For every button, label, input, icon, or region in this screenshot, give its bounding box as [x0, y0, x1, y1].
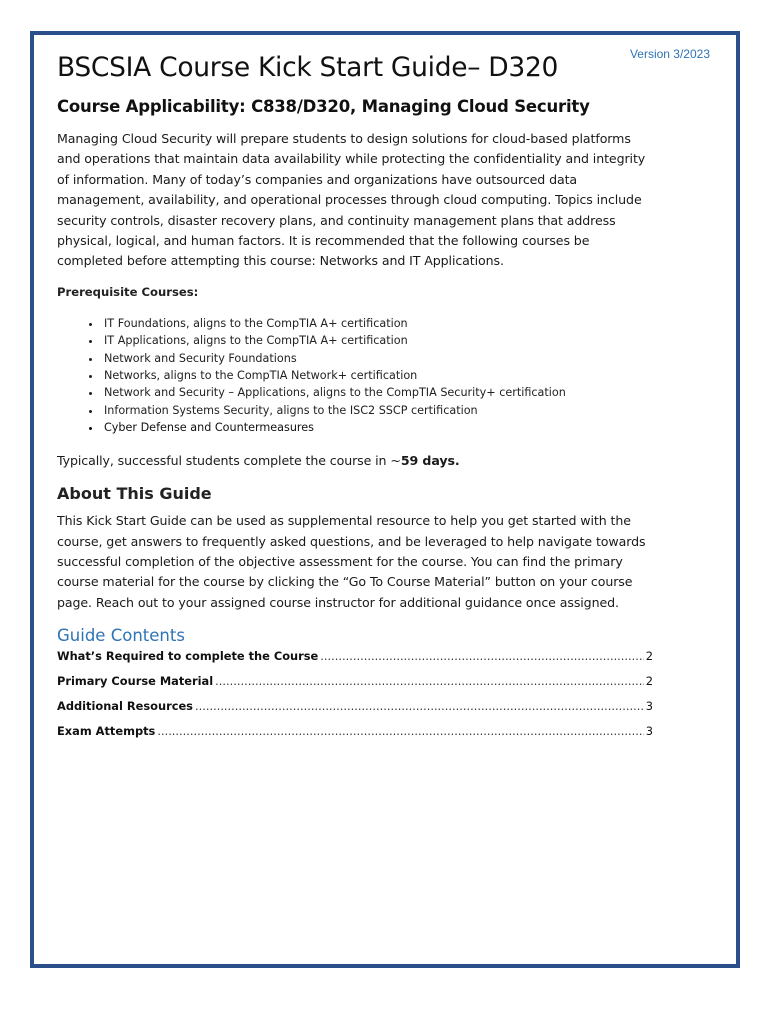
list-item: • Networks, aligns to the CompTIA Network+ certification: [102, 367, 653, 384]
toc-page-number: 3: [645, 724, 653, 739]
document-body: [57, 52, 653, 749]
typical-duration-days: 59 days.: [400, 452, 460, 468]
prereq-heading: Prerequisite Courses:: [57, 284, 199, 299]
toc-heading: Guide Contents: [57, 626, 185, 646]
toc-entry-label[interactable]: What’s Required to complete the Course: [57, 649, 319, 664]
toc-page-number: 2: [645, 649, 653, 664]
list-item: • Network and Security – Applications, aligns to the CompTIA Security+ certification: [102, 384, 653, 401]
toc-entry-exam-attempts[interactable]: [57, 724, 653, 749]
toc-entry-additional-resources[interactable]: [57, 699, 653, 724]
toc-entry-label[interactable]: Exam Attempts: [57, 724, 156, 739]
toc-leader-dots: [215, 674, 644, 688]
page-title: BSCSIA Course Kick Start Guide– D320: [57, 52, 559, 83]
version-label: Version 3/2023: [629, 47, 710, 61]
toc-entry-primary-material[interactable]: [57, 674, 653, 699]
prereq-list: [57, 315, 653, 437]
toc-entry-requirements[interactable]: [57, 649, 653, 674]
toc-page-number: 3: [645, 699, 653, 714]
toc-page-number: 2: [645, 674, 653, 689]
toc-entry-label[interactable]: Primary Course Material: [57, 674, 214, 689]
toc-leader-dots: [157, 724, 643, 738]
intro-paragraph: Managing Cloud Security will prepare students to design solutions for cloud-based platforms and operations that maintain data availability while protecting the confidentiality and integrity of information. Many of today’s companies and organizations have outsourced data management, availability, and operational processes through cloud computing. Topics include security controls, disaster recovery plans, and continuity management plans that address physical, logical, and human factors. It is recommended that the following courses be completed before attempting this course: Networks and IT Applications.: [57, 131, 646, 269]
typical-duration-prefix: Typically, successful students complete the course in ~: [57, 452, 401, 468]
list-item: • Network and Security Foundations: [102, 350, 653, 367]
about-heading: About This Guide: [57, 484, 212, 504]
list-item: • IT Applications, aligns to the CompTIA A+ certification: [102, 332, 653, 349]
toc-leader-dots: [195, 699, 644, 713]
list-item: • IT Foundations, aligns to the CompTIA A+ certification: [102, 315, 653, 332]
typical-duration: [57, 451, 653, 471]
list-item: • Cyber Defense and Countermeasures: [102, 419, 653, 436]
toc-leader-dots: [320, 649, 643, 663]
course-applicability: Course Applicability: C838/D320, Managing Cloud Security: [57, 97, 590, 116]
about-paragraph: This Kick Start Guide can be used as supplemental resource to help you get started with the course, get answers to frequently asked questions, and be leveraged to help navigate towards successful completion of the objective assessment for the course. You can find the primary course material for the course by clicking the “Go To Course Material” button on your course page. Reach out to your assigned course instructor for additional guidance once assigned.: [57, 513, 646, 610]
table-of-contents: [57, 649, 653, 749]
toc-entry-label[interactable]: Additional Resources: [57, 699, 193, 714]
list-item: • Information Systems Security, aligns to the ISC2 SSCP certification: [102, 402, 653, 419]
